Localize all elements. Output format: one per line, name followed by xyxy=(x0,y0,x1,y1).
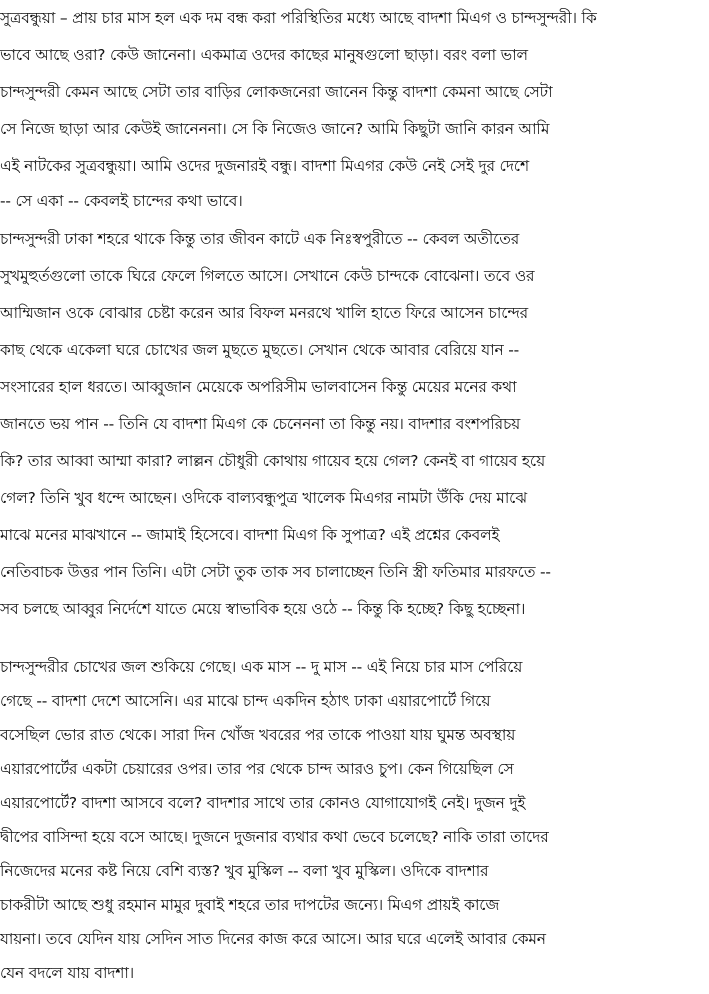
text-line: আম্মিজান ওকে বোঝার চেষ্টা করেন আর বিফল মনরথে খালি হাতে ফিরে আসেন চান্দের xyxy=(0,304,529,322)
text-line: সে নিজে ছাড়া আর কেউই জানেননা। সে কি নিজেও জানে? আমি কিছুটা জানি কারন আমি xyxy=(0,120,550,138)
text-line: সংসারের হাল ধরতে। আব্বুজান মেয়েকে অপরিসীম ভালবাসেন কিন্তু মেয়ের মনের কথা xyxy=(0,378,517,396)
text-line: যেন বদলে যায় বাদশা। xyxy=(0,964,135,982)
text-line: এয়ারপোর্টের একটা চেয়ারের ওপর। তার পর থেকে চান্দ আরও চুপ। কেন গিয়েছিল সে xyxy=(0,760,514,778)
text-line: নিজেদের মনের কষ্ট নিয়ে বেশি ব্যস্ত? খুব মুস্কিল -- বলা খুব মুস্কিল। ওদিকে বাদশার xyxy=(0,862,489,880)
text-line: ভাবে আছে ওরা? কেউ জানেনা। একমাত্র ওদের কাছের মানুষগুলো ছাড়া। বরং বলা ভাল xyxy=(0,46,528,64)
text-line: সুত্রবন্ধুয়া – প্রায় চার মাস হল এক দম বন্ধ করা পরিস্থিতির মধ্যে আছে বাদশা মিএগ ও চান্দসুন্দরী। কি xyxy=(0,9,597,27)
text-line: চান্দসুন্দরীর চোখের জল শুকিয়ে গেছে। এক মাস -- দু মাস -- এই নিয়ে চার মাস পেরিয়ে xyxy=(0,658,523,676)
text-line: গেছে -- বাদশা দেশে আসেনি। এর মাঝে চান্দ একদিন হঠাৎ ঢাকা এয়ারপোর্টে গিয়ে xyxy=(0,692,491,710)
text-line: গেল? তিনি খুব ধন্দে আছেন। ওদিকে বাল্যবন্ধুপুত্র খালেক মিএগর নামটা উঁকি দেয় মাঝে xyxy=(0,489,527,507)
text-line: চান্দসুন্দরী কেমন আছে সেটা তার বাড়ির লোকজনেরা জানেন কিন্তু বাদশা কেমনা আছে সেটা xyxy=(0,83,553,101)
text-line: কি? তার আব্বা আম্মা কারা? লাল্লন চৌধুরী কোথায় গায়েব হয়ে গেল? কেনই বা গায়েব হয়ে xyxy=(0,452,546,470)
text-line: চাকরীটা আছে শুধু রহমান মামুর দুবাই শহরে তার দাপটের জন্যে। মিএগ প্রায়ই কাজে xyxy=(0,896,500,914)
text-line: দ্বীপের বাসিন্দা হয়ে বসে আছে। দুজনে দুজনার ব্যথার কথা ভেবে চলেছে? নাকি তারা তাদের xyxy=(0,828,549,846)
text-line: যায়না। তবে যেদিন যায় সেদিন সাত দিনের কাজ করে আসে। আর ঘরে এলেই আবার কেমন xyxy=(0,930,546,948)
text-line: সুখমুহুর্তগুলো তাকে ঘিরে ফেলে গিলতে আসে। সেখানে কেউ চান্দকে বোঝেনা। তবে ওর xyxy=(0,267,535,285)
text-line: কাছ থেকে একেলা ঘরে চোখের জল মুছতে মুছতে। সেখান থেকে আবার বেরিয়ে যান -- xyxy=(0,341,520,359)
text-line: এই নাটকের সুত্রবন্ধুয়া। আমি ওদের দুজনারই বন্ধু। বাদশা মিএগর কেউ নেই সেই দুর দেশে xyxy=(0,157,529,175)
text-line: মাঝে মনের মাঝখানে -- জামাই হিসেবে। বাদশা মিএগ কি সুপাত্র? এই প্রশ্নের কেবলই xyxy=(0,526,500,544)
text-line: সব চলছে আব্বুর নির্দেশে যাতে মেয়ে স্বাভাবিক হয়ে ওঠে -- কিন্তু কি হচ্ছে? কিছু হচ্ছেনা। xyxy=(0,600,526,618)
text-line: এয়ারপোর্টে? বাদশা আসবে বলে? বাদশার সাথে তার কোনও যোগাযোগই নেই। দুজন দুই xyxy=(0,794,526,812)
text-line: নেতিবাচক উত্তর পান তিনি। এটা সেটা তুক তাক সব চালাচ্ছেন তিনি স্ত্রী ফতিমার মারফতে -- xyxy=(0,563,551,581)
text-line: -- সে একা -- কেবলই চান্দের কথা ভাবে। xyxy=(0,192,243,210)
text-line: জানতে ভয় পান -- তিনি যে বাদশা মিএগ কে চেনেননা তা কিন্তু নয়। বাদশার বংশপরিচয় xyxy=(0,415,521,433)
text-line: বসেছিল ভোর রাত থেকে। সারা দিন খোঁজ খবরের পর তাকে পাওয়া যায় ঘুমন্ত অবস্থায় xyxy=(0,726,516,744)
text-line: চান্দসুন্দরী ঢাকা শহরে থাকে কিন্তু তার জীবন কাটে এক নিঃস্বপুরীতে -- কেবল অতীতের xyxy=(0,230,520,248)
